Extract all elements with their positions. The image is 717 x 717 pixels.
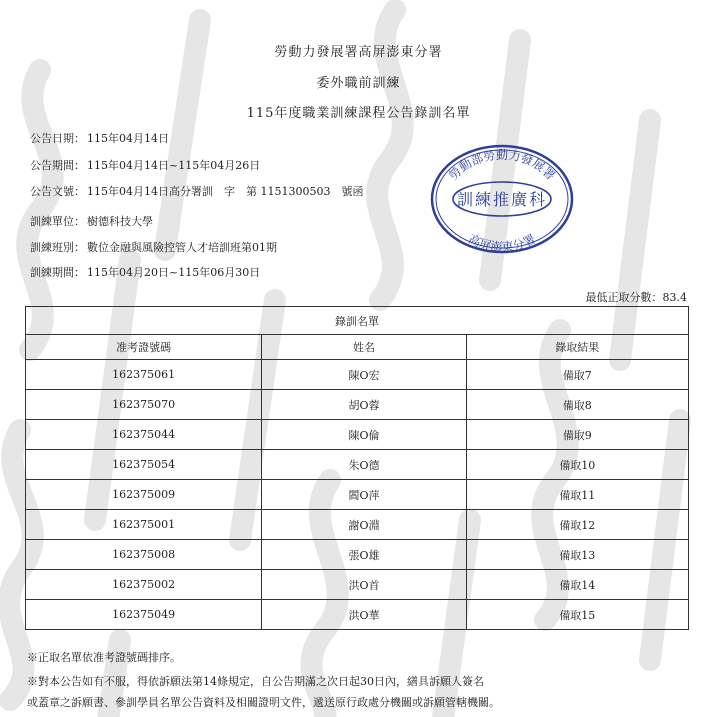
meta-label: 訓練期間： — [30, 266, 85, 279]
meta-training-unit — [30, 213, 153, 229]
table-row — [26, 360, 689, 390]
meta-value: 115年04月14日~115年04月26日 — [87, 159, 261, 172]
table-row — [26, 480, 689, 510]
table-row — [26, 570, 689, 600]
stamp-center-text: 訓練推廣科 — [456, 190, 548, 209]
cell-name: 洪O首 — [262, 570, 466, 600]
header-exam-id: 准考證號碼 — [26, 335, 262, 360]
stamp-top-text: 勞動部勞動力發展署 — [446, 148, 558, 183]
cell-exam-id: 162375061 — [26, 360, 262, 390]
cell-result: 備取12 — [466, 510, 688, 540]
cell-exam-id: 162375070 — [26, 390, 262, 420]
meta-label: 訓練單位： — [30, 215, 85, 228]
cell-result: 備取9 — [466, 420, 688, 450]
cell-result: 備取8 — [466, 390, 688, 420]
cell-result: 備取10 — [466, 450, 688, 480]
table-row — [26, 420, 689, 450]
appeal-note-line2: 或蓋章之訴願書、參訓學員名單公告資料及相關證明文件，遞送原行政處分機關或訴願管轄機關。 — [27, 696, 500, 709]
meta-value: 樹德科技大學 — [87, 215, 153, 228]
cell-result: 備取11 — [466, 480, 688, 510]
meta-announce-date — [30, 130, 169, 146]
table-header-row — [26, 335, 689, 360]
cell-result: 備取13 — [466, 540, 688, 570]
cell-name: 謝O淵 — [262, 510, 466, 540]
cell-name: 朱O德 — [262, 450, 466, 480]
header-program: 委外職前訓練 — [316, 76, 401, 91]
cell-exam-id: 162375001 — [26, 510, 262, 540]
cell-result: 備取15 — [466, 600, 688, 630]
cell-name: 閻O萍 — [262, 480, 466, 510]
meta-label: 公告文號： — [30, 185, 85, 198]
meta-doc-number — [30, 183, 363, 199]
meta-value: 115年04月20日~115年06月30日 — [87, 266, 261, 279]
meta-training-class — [30, 239, 277, 255]
table-row — [26, 450, 689, 480]
table-row — [26, 510, 689, 540]
meta-value: 115年04月14日高分署訓 字 第 1151300503 號函 — [87, 185, 364, 198]
table-row — [26, 540, 689, 570]
header-org: 勞動力發展署高屏澎東分署 — [274, 45, 443, 60]
header-result: 錄取結果 — [466, 335, 688, 360]
table-caption-row — [26, 307, 689, 335]
meta-training-period — [30, 264, 260, 280]
meta-value: 數位金融與風險控管人才培訓班第01期 — [87, 241, 277, 254]
meta-label: 公告期間： — [30, 159, 85, 172]
appeal-note-line1: ※對本公告如有不服，得依訴願法第14條規定，自公告期滿之次日起30日內，繕具訴願人簽名 — [27, 675, 484, 688]
cell-result: 備取14 — [466, 570, 688, 600]
cell-exam-id: 162375054 — [26, 450, 262, 480]
cell-name: 張O雄 — [262, 540, 466, 570]
header-name: 姓名 — [262, 335, 466, 360]
roster-table — [25, 306, 689, 630]
cell-result: 備取7 — [466, 360, 688, 390]
stamp-bottom-text: 高屏澎東分署 — [466, 231, 538, 255]
table-caption: 錄訓名單 — [26, 307, 689, 335]
cell-name: 陳O倫 — [262, 420, 466, 450]
official-stamp — [429, 143, 575, 255]
table-row — [26, 390, 689, 420]
meta-announce-period — [30, 157, 260, 173]
cell-exam-id: 162375044 — [26, 420, 262, 450]
cell-exam-id: 162375009 — [26, 480, 262, 510]
page-title: 115年度職業訓練課程公告錄訓名單 — [246, 106, 471, 121]
cell-exam-id: 162375008 — [26, 540, 262, 570]
meta-label: 公告日期： — [30, 132, 85, 145]
cell-exam-id: 162375049 — [26, 600, 262, 630]
meta-label: 訓練班別： — [30, 241, 85, 254]
sort-note: ※正取名單依准考證號碼排序。 — [27, 651, 181, 664]
cell-exam-id: 162375002 — [26, 570, 262, 600]
meta-value: 115年04月14日 — [87, 132, 169, 145]
table-row — [26, 600, 689, 630]
cell-name: 陳O宏 — [262, 360, 466, 390]
cell-name: 洪O華 — [262, 600, 466, 630]
min-score: 最低正取分數：83.4 — [585, 291, 687, 304]
cell-name: 胡O蓉 — [262, 390, 466, 420]
